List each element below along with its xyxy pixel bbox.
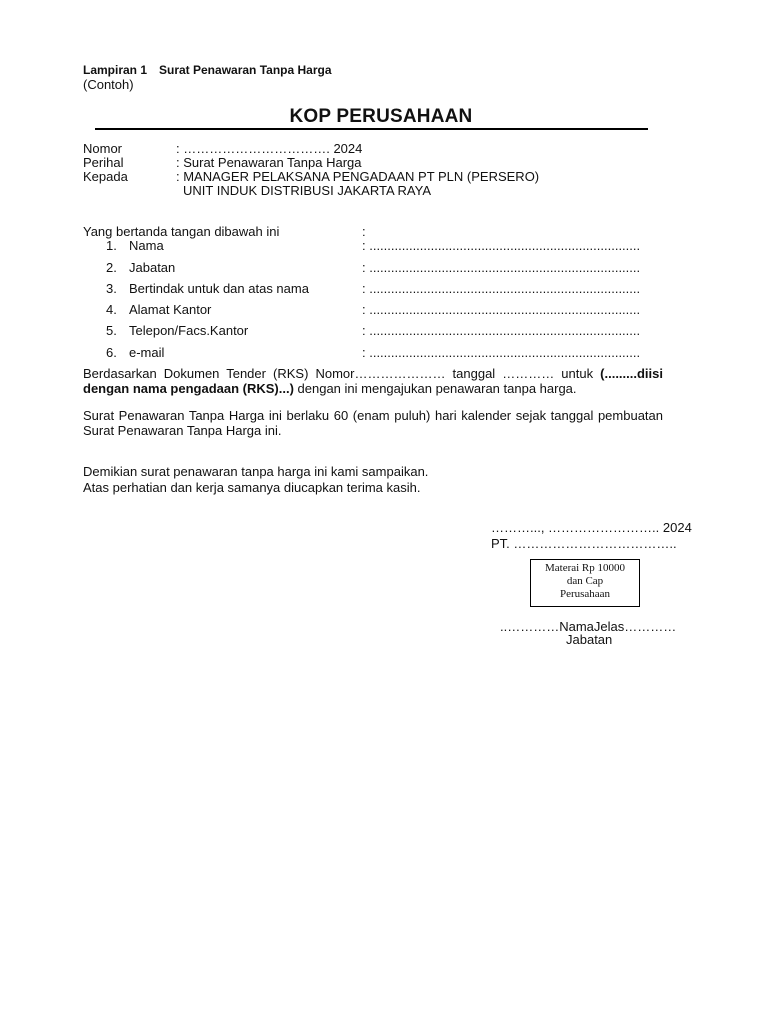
field-value-jabatan: : ........................................................................... [362, 260, 641, 275]
perihal-value: : Surat Penawaran Tanpa Harga [176, 155, 362, 170]
field-label-email: e-mail [129, 345, 165, 360]
field-label-phone: Telepon/Facs.Kantor [129, 323, 249, 338]
stamp-text-line1: Materai Rp 10000 [544, 562, 626, 574]
tender-text: dengan ini mengajukan penawaran tanpa harga. [293, 381, 577, 396]
field-label-nama: Nama [129, 238, 164, 253]
kepada-value-line1: : MANAGER PELAKSANA PENGADAAN PT PLN (PERSERO) [176, 169, 540, 184]
field-value-office-address: : ........................................................................... [362, 302, 641, 317]
example-note: (Contoh) [83, 77, 134, 92]
field-number: 2. [106, 260, 117, 275]
place-date: ………..., …………………….. 2024 [491, 520, 692, 535]
company-name: PT. ……………………………….. [491, 536, 677, 551]
kepada-value-line2: UNIT INDUK DISTRIBUSI JAKARTA RAYA [183, 183, 432, 198]
field-value-phone: : ........................................................................... [362, 323, 641, 338]
field-label-office-address: Alamat Kantor [129, 302, 212, 317]
attachment-number: Lampiran 1 [83, 63, 148, 77]
letterhead-title: KOP PERUSAHAAN [289, 106, 473, 127]
tender-text: Berdasarkan Dokumen Tender (RKS) Nomor………………… tanggal ………… untuk [83, 366, 601, 381]
field-label-on-behalf: Bertindak untuk dan atas nama [129, 281, 309, 296]
closing-line2: Atas perhatian dan kerja samanya diucapkan terima kasih. [83, 480, 421, 495]
field-number: 3. [106, 281, 117, 296]
nomor-label: Nomor [83, 141, 123, 156]
stamp-text-line3: Perusahaan [559, 588, 611, 600]
closing-line1: Demikian surat penawaran tanpa harga ini kami sampaikan. [83, 464, 429, 479]
field-value-on-behalf: : ........................................................................... [362, 281, 641, 296]
signatory-name: ..…………NamaJelas………… [500, 619, 677, 634]
field-number: 1. [106, 238, 117, 253]
validity-paragraph-line2: Surat Penawaran Tanpa Harga ini. [83, 423, 282, 438]
stamp-box [530, 559, 640, 607]
signatory-position: Jabatan [566, 632, 613, 647]
tender-text-bold: (.........diisi [600, 366, 663, 381]
field-number: 4. [106, 302, 117, 317]
perihal-label: Perihal [83, 155, 124, 170]
field-label-jabatan: Jabatan [129, 260, 176, 275]
tender-text-bold: dengan nama pengadaan (RKS)...) [83, 381, 294, 396]
attachment-title: Surat Penawaran Tanpa Harga [159, 63, 332, 77]
kepada-label: Kepada [83, 169, 128, 184]
tender-paragraph-line2 [83, 381, 663, 397]
validity-paragraph-line1: Surat Penawaran Tanpa Harga ini berlaku 60 (enam puluh) hari kalender sejak tanggal pembuatan [83, 408, 663, 423]
tender-paragraph-line1 [83, 366, 663, 382]
stamp-text-line2: dan Cap [566, 575, 604, 587]
field-number: 6. [106, 345, 117, 360]
signer-intro-colon: : [362, 224, 366, 239]
signer-intro: Yang bertanda tangan dibawah ini [83, 224, 280, 239]
letterhead-divider [95, 128, 648, 130]
field-number: 5. [106, 323, 117, 338]
field-value-nama: : ........................................................................... [362, 238, 641, 253]
field-value-email: : ........................................................................... [362, 345, 641, 360]
nomor-value: : ……………………………. 2024 [176, 141, 363, 156]
